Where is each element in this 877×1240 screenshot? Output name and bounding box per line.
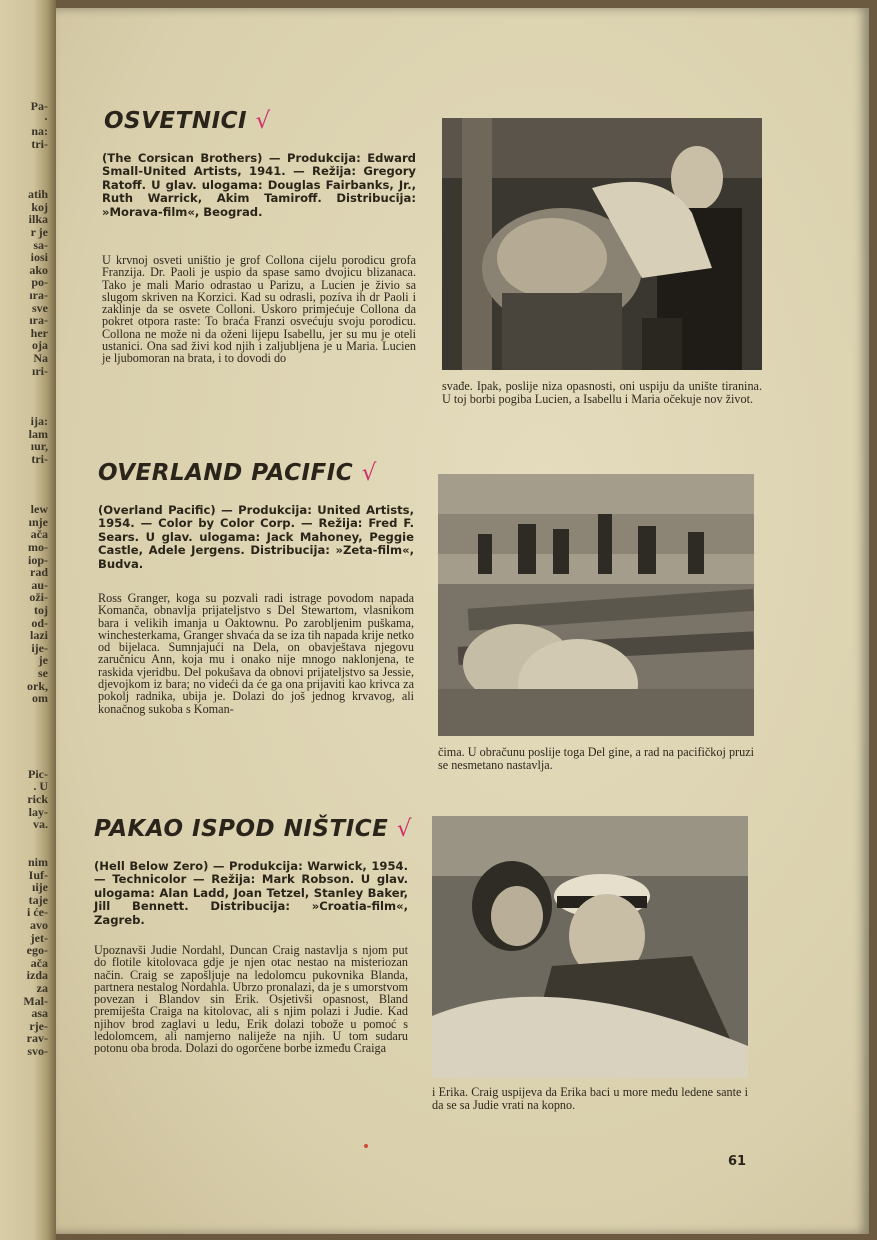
previous-page-fragment: na: xyxy=(31,124,48,139)
previous-page-fragment: izda xyxy=(26,968,48,983)
previous-page-fragment: ıri- xyxy=(32,363,48,378)
previous-page-fragment: rje- xyxy=(29,1018,48,1033)
previous-page-fragment: Iuf- xyxy=(28,867,48,882)
previous-page-fragment: tri- xyxy=(31,136,48,151)
previous-page-fragment: taje xyxy=(28,892,48,907)
previous-page-fragment: atih xyxy=(27,187,48,202)
previous-page-fragment: · xyxy=(43,111,48,126)
article-title xyxy=(104,108,271,134)
previous-page-fragment: jet- xyxy=(30,930,48,945)
article-title-text: PAKAO ISPOD NIŠTICE xyxy=(94,816,389,842)
previous-page-fragment: ije- xyxy=(31,640,48,655)
article-title xyxy=(98,460,377,486)
previous-page-fragment: Pic- xyxy=(28,766,48,781)
previous-page-fragment: sa- xyxy=(33,237,48,252)
previous-page-fragment: va. xyxy=(33,817,48,832)
previous-page-fragment: avo xyxy=(30,918,48,932)
previous-page-fragment: iosi xyxy=(30,250,48,265)
article-title xyxy=(94,816,412,842)
magazine-page xyxy=(56,8,869,1234)
film-still-pakao-ispod-nistice xyxy=(432,816,748,1078)
article-title-text: OSVETNICI xyxy=(104,108,248,134)
film-still-overland-pacific xyxy=(438,474,754,736)
previous-page-fragment: ača xyxy=(30,955,48,970)
previous-page-fragment: asa xyxy=(31,1006,48,1021)
previous-page-fragment: her xyxy=(30,325,48,340)
previous-page-fragment: lay- xyxy=(28,804,48,819)
previous-page-fragment: lam xyxy=(28,426,48,441)
previous-page-fragment: ınje xyxy=(28,514,48,529)
previous-page-fragment: lazi xyxy=(30,628,48,643)
previous-page-fragment: ıra- xyxy=(29,288,48,302)
photo-caption: i Erika. Craig uspijeva da Erika baci u more među ledene sante i da se sa Judie vrati na kopno. xyxy=(432,1085,748,1112)
previous-page-fragment: ako xyxy=(29,262,48,277)
previous-page-fragment: au- xyxy=(31,577,48,592)
check-mark-icon: √ xyxy=(255,108,271,134)
previous-page-fragment: oja xyxy=(32,338,48,353)
previous-page-fragment: ıra- xyxy=(29,313,48,328)
previous-page-fragment: rad xyxy=(30,565,48,580)
previous-page-fragment: iop- xyxy=(27,552,48,567)
previous-page-fragment: nim xyxy=(27,855,48,869)
previous-page-fragment: om xyxy=(32,691,48,706)
check-mark-icon: √ xyxy=(361,460,377,486)
previous-page-fragment: Mal- xyxy=(23,993,48,1008)
previous-page-fragment: lew xyxy=(30,502,48,517)
previous-page-fragment: i će- xyxy=(27,905,48,920)
previous-page-fragment: ilka xyxy=(28,212,48,227)
article-title-text: OVERLAND PACIFIC xyxy=(98,460,354,486)
previous-page-fragment: se xyxy=(38,666,48,680)
page-number: 61 xyxy=(728,1154,747,1169)
previous-page-fragment: . U xyxy=(33,779,48,794)
previous-page-fragment: ıije xyxy=(32,880,48,895)
previous-page-fragment: za xyxy=(36,981,48,995)
film-still-osvetnici xyxy=(442,118,762,370)
previous-page-fragment: sve xyxy=(32,300,48,315)
previous-page-fragment: mo- xyxy=(28,540,48,554)
previous-page-fragment: svo- xyxy=(27,1044,48,1058)
previous-page-fragment: ıur, xyxy=(30,439,48,454)
article-credits: (Overland Pacific) — Produkcija: United Artists, 1954. — Color by Color Corp. — Režija: Fred F. Sears. U glav. ulogama: Jack Mahoney, Peggie Castle, Adele Jergens. Distribucija: »Zeta-film«, Budva. xyxy=(98,503,414,571)
previous-page-fragment: je xyxy=(38,653,48,668)
previous-page-fragment: Na xyxy=(33,351,48,365)
previous-page-fragment: ork, xyxy=(27,678,48,693)
photo-caption: čima. U obračunu poslije toga Del gine, a rad na pacifičkoj pruzi se nesmetano nastavlja. xyxy=(438,745,754,772)
article-body: Upoznavši Judie Nordahl, Duncan Craig nastavlja s njom put do flotile kitolovaca gdje je njen otac nestao na misteriozan način. Craig se zapošljuje na ledolomcu pukovnika Blanda, partnera nestalog Nordahla. Ubrzo pronalazi, da je s umorstvom povezan i Blandov sin Erik. Osjetivši opasnost, Bland premiješta Craiga na kitolovac, ali s njim polazi i Judie. Kad njihov brod zaglavi u ledu, Erik dolazi tobože u pomoć s ledolomcem, ali namjerno naliježe na njih. U tom sudaru potonu oba broda. Dolazi do ogorčene borbe između Craiga xyxy=(94,943,408,1056)
previous-page-fragment: rav- xyxy=(26,1031,48,1046)
previous-page-fragment: ija: xyxy=(30,414,48,428)
article-body: U krvnoj osveti uništio je grof Collona cijelu porodicu grofa Franzija. Dr. Paoli je uspio da spase samo dvojicu blizanaca. Tako je mali Mario odrastao u Parizu, a Lucien je živio sa slugom skriven na Korzici. Kad su odrasli, pozíva ih dr Paoli i zaklinje da se osvete Colloni. Uskoro primjećuje Collona da pokret otpora raste: To braća Franzi osvećuju svoju porodicu. Collona ne može ni da oženi lijepu Isabellu, jer su mu je oteli ustanici. Ona sad živi kod njih i zaljubljena je u Maria. Lucien je ljubomoran na brata, i to dovodi do xyxy=(102,253,416,366)
previous-page-edge xyxy=(0,0,56,1240)
previous-page-fragment: od- xyxy=(31,615,48,630)
article-body: Ross Granger, koga su pozvali radi istrage povodom napada Komanča, obnavlja prijateljstvo s Del Stewartom, vlasnikom bara i velikih imanja u Oaktownu. Po zarobljenim puškama, winchesterkama, Granger shvaća da se iza tih napada krije netko od bijelaca. Sumnjajući na Dela, on obavještava njegovu zaručnicu Ann, koja mu i onako nije mnogo naklonjena, te raskida vjeridbu. Del pokušava da obnovi prijateljstvo sa Jessie, djevojkom iz bara; no videći da će ga ona prijaviti kao krivca za pokolj radnika, ubija je. Dolazi do još jednog krvavog, ali konačnog sukoba s Koman- xyxy=(98,591,414,716)
previous-page-fragment: ača xyxy=(30,527,48,542)
previous-page-fragment: koj xyxy=(31,199,48,214)
previous-page-fragment: rick xyxy=(27,792,48,806)
previous-page-fragment: tri- xyxy=(31,451,48,466)
article-credits: (Hell Below Zero) — Produkcija: Warwick, 1954. — Technicolor — Režija: Mark Robson. U glav. ulogama: Alan Ladd, Joan Tetzel, Stanley Baker, Jill Bennett. Distribucija: »Croatia-film«, Zagreb. xyxy=(94,859,408,927)
article-credits: (The Corsican Brothers) — Produkcija: Edward Small-United Artists, 1941. — Režija: Gregory Ratoff. U glav. ulogama: Douglas Fairbanks, Jr., Ruth Warrick, Akim Tamiroff. Distribucija: »Morava-film«, Beograd. xyxy=(102,151,416,219)
photo-caption: svađe. Ipak, poslije niza opasnosti, oni uspiju da unište tiranina. U toj borbi pogiba Lucien, a Isabellu i Maria očekuje nov život. xyxy=(442,379,762,406)
check-mark-icon: √ xyxy=(396,816,413,842)
previous-page-fragment: r je xyxy=(30,225,48,239)
previous-page-fragment: po- xyxy=(31,275,48,290)
previous-page-fragment: oži- xyxy=(29,590,48,605)
previous-page-fragment: ego- xyxy=(26,943,48,958)
previous-page-fragment: Pa- xyxy=(30,99,48,113)
ink-dot xyxy=(364,1144,368,1148)
previous-page-fragment: toj xyxy=(34,603,48,617)
